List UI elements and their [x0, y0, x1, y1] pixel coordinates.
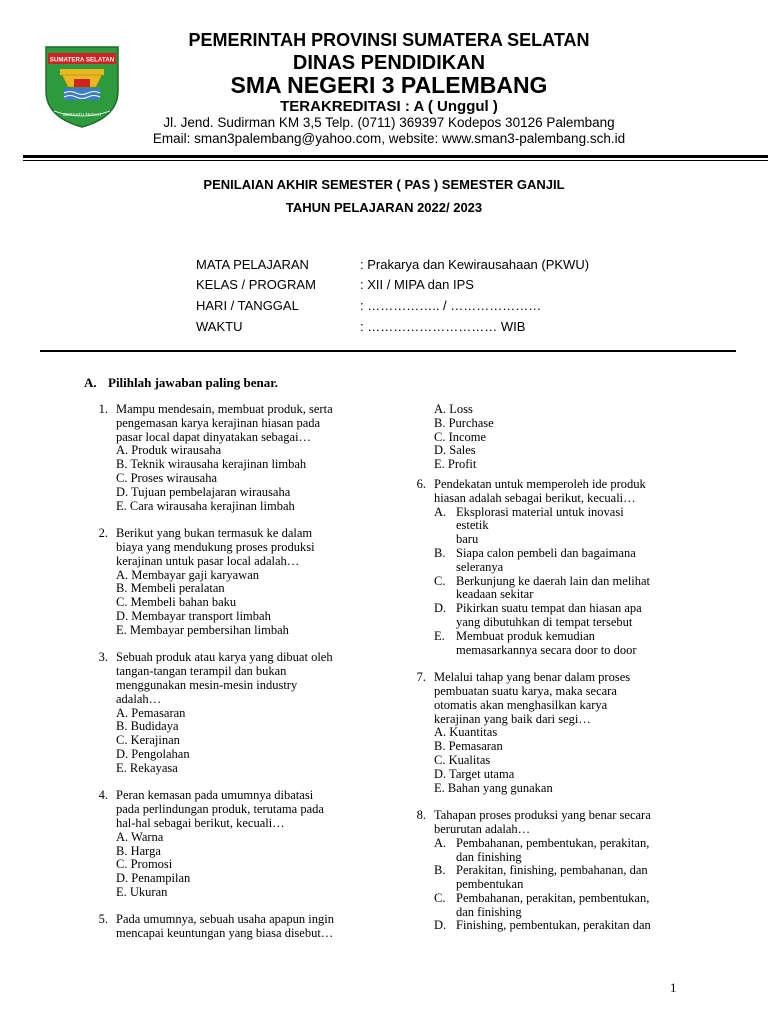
- questions-left-column: [88, 403, 388, 955]
- answer-option: B. Purchase: [434, 415, 494, 430]
- question-text-line: kerajinan yang baik dari segi…: [434, 711, 591, 726]
- section-heading: [84, 375, 278, 391]
- answer-option: [434, 892, 706, 920]
- answer-option: C. Membeli bahan baku: [116, 595, 237, 610]
- option-text-line: pembentukan: [456, 877, 524, 892]
- answer-option: C. Kualitas: [434, 752, 491, 767]
- question-5-options: [406, 403, 706, 472]
- option-letter: C.: [434, 890, 446, 905]
- info-divider: [40, 350, 736, 352]
- header-department: DINAS PENDIDIKAN: [292, 52, 486, 74]
- option-text-line: Pembahanan, perakitan, pembentukan,: [456, 890, 650, 905]
- option-letter: B.: [434, 545, 446, 560]
- question-3: [88, 651, 388, 775]
- answer-option: A. Membayar gaji karyawan: [116, 567, 259, 582]
- option-text-line: Pembahanan, pembentukan, perakitan,: [456, 835, 650, 850]
- header-accreditation: TERAKREDITASI : A ( Unggul ): [280, 98, 498, 115]
- option-text-line: estetik: [456, 518, 489, 533]
- exam-title: PENILAIAN AKHIR SEMESTER ( PAS ) SEMESTER GANJIL: [203, 177, 565, 192]
- question-number: 2.: [98, 526, 108, 541]
- answer-option: [434, 506, 706, 547]
- info-label: KELAS / PROGRAM: [196, 277, 316, 292]
- answer-option: C. Promosi: [116, 857, 173, 872]
- question-text-line: tangan-tangan terampil dan bukan: [116, 664, 287, 679]
- info-value: : …………….. / …………………: [360, 298, 542, 313]
- info-row: [196, 277, 676, 295]
- info-row: [196, 257, 676, 275]
- option-text-line: seleranya: [456, 559, 504, 574]
- option-letter: C.: [434, 573, 446, 588]
- info-label: HARI / TANGGAL: [196, 298, 299, 313]
- answer-option: A. Warna: [116, 829, 164, 844]
- answer-option: E. Bahan yang gunakan: [434, 780, 553, 795]
- header-government: PEMERINTAH PROVINSI SUMATERA SELATAN: [188, 30, 590, 50]
- answer-option: [434, 864, 706, 892]
- answer-option: B. Pemasaran: [434, 739, 503, 754]
- answer-option: [434, 547, 706, 575]
- option-text-line: Berkunjung ke daerah lain dan melihat: [456, 573, 651, 588]
- emblem-banner-text: SUMATERA SELATAN: [49, 56, 115, 64]
- section-letter: A.: [84, 375, 97, 390]
- question-text-line: kerajinan untuk pasar local adalah…: [116, 553, 300, 568]
- question-text-line: mencapai keuntungan yang biasa disebut…: [116, 926, 334, 941]
- info-value: : ………………………… WIB: [360, 319, 526, 334]
- option-letter: D.: [434, 918, 447, 933]
- answer-option: D. Target utama: [434, 766, 515, 781]
- answer-option: A. Pemasaran: [116, 705, 186, 720]
- answer-option: E. Membayar pembersihan limbah: [116, 622, 289, 637]
- question-text-line: menggunakan mesin-mesin industry: [116, 677, 298, 692]
- question-text-line: Sebuah produk atau karya yang dibuat oleh: [116, 650, 333, 665]
- question-number: 3.: [98, 650, 108, 665]
- questions-right-column: [406, 403, 706, 947]
- answer-option: C. Kerajinan: [116, 733, 180, 748]
- emblem-motto-text: BERSATU TEGUH: [63, 112, 101, 117]
- option-text-line: memasarkannya secara door to door: [456, 642, 637, 657]
- info-value: : XII / MIPA dan IPS: [360, 277, 474, 292]
- question-number: 4.: [98, 788, 108, 803]
- header-divider-thin: [23, 160, 768, 161]
- option-text-line: Membuat produk kemudian: [456, 628, 595, 643]
- answer-option: B. Harga: [116, 843, 161, 858]
- option-text-line: Perakitan, finishing, pembahanan, dan: [456, 863, 648, 878]
- answer-option: [434, 919, 706, 933]
- option-letter: A.: [434, 835, 447, 850]
- option-text-line: keadaan sekitar: [456, 587, 534, 602]
- question-text-line: Tahapan proses produksi yang benar secara: [434, 808, 651, 823]
- answer-option: D. Pengolahan: [116, 746, 190, 761]
- question-text-line: pasar local dapat dinyatakan sebagai…: [116, 429, 312, 444]
- option-text-line: Siapa calon pembeli dan bagaimana: [456, 545, 636, 560]
- question-number: 1.: [98, 402, 108, 416]
- question-text-line: pada perlindungan produk, terutama pada: [116, 802, 324, 817]
- option-text-line: dan finishing: [456, 904, 522, 919]
- answer-option: B. Membeli peralatan: [116, 581, 225, 596]
- question-text-line: berurutan adalah…: [434, 821, 531, 836]
- answer-option: E. Rekayasa: [116, 760, 178, 775]
- answer-option: D. Sales: [434, 443, 476, 458]
- answer-option: A. Produk wirausaha: [116, 443, 222, 458]
- question-text-line: biaya yang mendukung proses produksi: [116, 539, 315, 554]
- answer-option: [434, 602, 706, 630]
- option-letter: D.: [434, 601, 447, 616]
- answer-option: B. Budidaya: [116, 719, 179, 734]
- exam-year: TAHUN PELAJARAN 2022/ 2023: [285, 200, 483, 215]
- answer-option: A. Loss: [434, 402, 473, 416]
- question-5: [88, 913, 388, 941]
- question-number: 6.: [416, 476, 426, 491]
- option-text-line: Finishing, pembentukan, perakitan dan: [456, 918, 651, 933]
- option-text-line: Eksplorasi material untuk inovasi: [456, 504, 624, 519]
- page-number: 1: [670, 980, 677, 995]
- header-school-name: SMA NEGERI 3 PALEMBANG: [230, 72, 548, 98]
- header-address: Jl. Jend. Sudirman KM 3,5 Telp. (0711) 369397 Kodepos 30126 Palembang: [163, 115, 615, 130]
- answer-option: D. Membayar transport limbah: [116, 608, 271, 623]
- question-number: 7.: [416, 670, 426, 685]
- question-6: [406, 478, 706, 657]
- option-letter: A.: [434, 504, 447, 519]
- question-text-line: Berikut yang bukan termasuk ke dalam: [116, 526, 313, 541]
- answer-option: B. Teknik wirausaha kerajinan limbah: [116, 457, 307, 472]
- question-text-line: hal-hal sebagai berikut, kecuali…: [116, 815, 285, 830]
- answer-option: E. Ukuran: [116, 884, 168, 899]
- question-1: [88, 403, 388, 513]
- header-divider-thick: [23, 155, 768, 158]
- info-label: MATA PELAJARAN: [196, 257, 309, 272]
- answer-option: C. Income: [434, 429, 487, 444]
- question-8: [406, 809, 706, 933]
- option-text-line: Pikirkan suatu tempat dan hiasan apa: [456, 601, 642, 616]
- question-text-line: Pendekatan untuk memperoleh ide produk: [434, 476, 646, 491]
- answer-option: D. Penampilan: [116, 871, 191, 886]
- section-title: Pilihlah jawaban paling benar.: [108, 375, 279, 390]
- answer-option: [434, 630, 706, 658]
- info-row: [196, 298, 676, 316]
- header-contact: Email: sman3palembang@yahoo.com, website: www.sman3-palembang.sch.id: [152, 131, 626, 146]
- question-text-line: Pada umumnya, sebuah usaha apapun ingin: [116, 912, 335, 927]
- option-letter: B.: [434, 863, 446, 878]
- answer-option: [434, 575, 706, 603]
- option-letter: E.: [434, 628, 445, 643]
- question-2: [88, 527, 388, 637]
- answer-option: D. Tujuan pembelajaran wirausaha: [116, 484, 291, 499]
- answer-option: [434, 837, 706, 865]
- answer-option: A. Kuantitas: [434, 725, 498, 740]
- question-text-line: pembuatan suatu karya, maka secara: [434, 683, 617, 698]
- option-text-line: dan finishing: [456, 849, 522, 864]
- question-4: [88, 789, 388, 899]
- question-text-line: adalah…: [116, 691, 162, 706]
- answer-option: E. Profit: [434, 457, 477, 472]
- info-label: WAKTU: [196, 319, 243, 334]
- answer-option: C. Proses wirausaha: [116, 470, 218, 485]
- question-7: [406, 671, 706, 795]
- question-text-line: pengemasan karya kerajinan hiasan pada: [116, 415, 321, 430]
- question-text-line: Mampu mendesain, membuat produk, serta: [116, 402, 333, 416]
- option-text-line: baru: [456, 532, 479, 547]
- option-text-line: yang dibutuhkan di tempat tersebut: [456, 614, 633, 629]
- question-number: 5.: [98, 912, 108, 927]
- question-text-line: Melalui tahap yang benar dalam proses: [434, 670, 631, 685]
- info-value: : Prakarya dan Kewirausahaan (PKWU): [360, 257, 590, 272]
- question-text-line: hiasan adalah sebagai berikut, kecuali…: [434, 490, 636, 505]
- question-text-line: Peran kemasan pada umumnya dibatasi: [116, 788, 314, 803]
- question-number: 8.: [416, 808, 426, 823]
- info-row: [196, 319, 676, 337]
- question-text-line: otomatis akan menghasilkan karya: [434, 697, 608, 712]
- answer-option: E. Cara wirausaha kerajinan limbah: [116, 498, 295, 513]
